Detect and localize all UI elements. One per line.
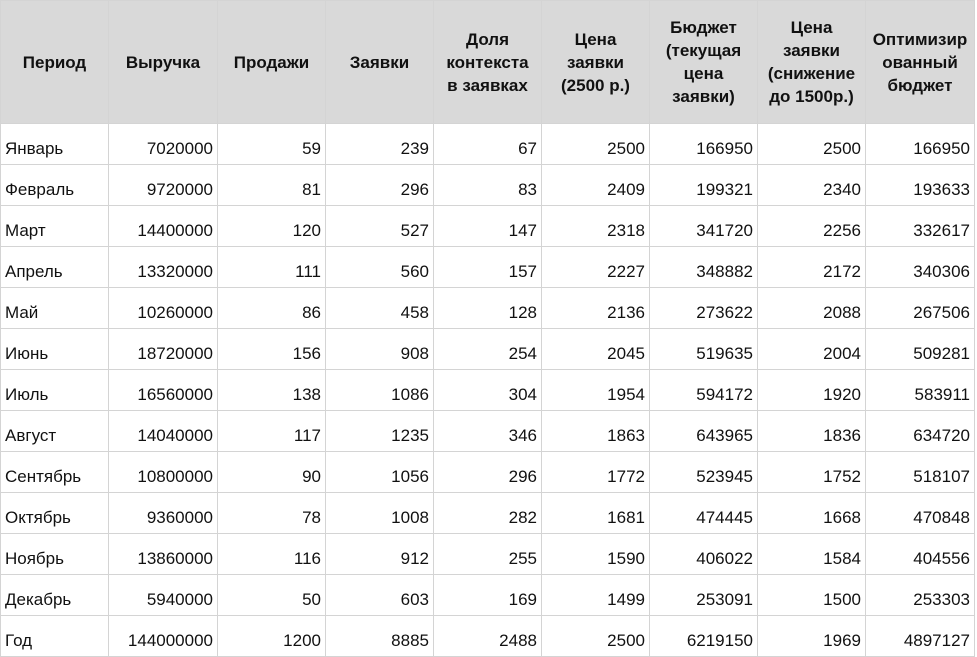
cell-sales[interactable]: 111	[218, 247, 326, 288]
cell-context-share[interactable]: 147	[434, 206, 542, 247]
cell-reduced-lead-price[interactable]: 2256	[758, 206, 866, 247]
cell-leads[interactable]: 908	[326, 329, 434, 370]
cell-period[interactable]: Август	[1, 411, 109, 452]
cell-lead-price[interactable]: 1772	[542, 452, 650, 493]
cell-reduced-lead-price[interactable]: 1920	[758, 370, 866, 411]
cell-lead-price[interactable]: 1954	[542, 370, 650, 411]
cell-lead-price[interactable]: 2318	[542, 206, 650, 247]
cell-lead-price[interactable]: 2227	[542, 247, 650, 288]
cell-leads[interactable]: 603	[326, 575, 434, 616]
cell-optimized-budget[interactable]: 332617	[866, 206, 975, 247]
cell-revenue[interactable]: 14400000	[109, 206, 218, 247]
cell-leads[interactable]: 1235	[326, 411, 434, 452]
cell-sales[interactable]: 117	[218, 411, 326, 452]
cell-context-share[interactable]: 169	[434, 575, 542, 616]
cell-context-share[interactable]: 304	[434, 370, 542, 411]
cell-current-budget[interactable]: 199321	[650, 165, 758, 206]
cell-optimized-budget[interactable]: 340306	[866, 247, 975, 288]
cell-reduced-lead-price[interactable]: 1969	[758, 616, 866, 657]
cell-current-budget[interactable]: 273622	[650, 288, 758, 329]
cell-reduced-lead-price[interactable]: 1584	[758, 534, 866, 575]
cell-sales[interactable]: 156	[218, 329, 326, 370]
cell-lead-price[interactable]: 2500	[542, 124, 650, 165]
table-row	[1, 206, 975, 247]
header-cell-reduced-lead-price[interactable]: Цена заявки (снижение до 1500р.)	[758, 1, 866, 124]
cell-period[interactable]: Год	[1, 616, 109, 657]
cell-context-share[interactable]: 282	[434, 493, 542, 534]
cell-context-share[interactable]: 128	[434, 288, 542, 329]
table-row	[1, 411, 975, 452]
cell-optimized-budget[interactable]: 193633	[866, 165, 975, 206]
table-body	[1, 124, 975, 657]
cell-revenue[interactable]: 5940000	[109, 575, 218, 616]
cell-sales[interactable]: 50	[218, 575, 326, 616]
table-row	[1, 493, 975, 534]
header-cell-optimized-budget[interactable]: Оптимизир ованный бюджет	[866, 1, 975, 124]
cell-context-share[interactable]: 157	[434, 247, 542, 288]
cell-current-budget[interactable]: 523945	[650, 452, 758, 493]
cell-lead-price[interactable]: 1590	[542, 534, 650, 575]
cell-reduced-lead-price[interactable]: 1752	[758, 452, 866, 493]
cell-context-share[interactable]: 67	[434, 124, 542, 165]
cell-revenue[interactable]: 10800000	[109, 452, 218, 493]
cell-period[interactable]: Январь	[1, 124, 109, 165]
cell-revenue[interactable]: 18720000	[109, 329, 218, 370]
cell-leads[interactable]: 1008	[326, 493, 434, 534]
cell-lead-price[interactable]: 2045	[542, 329, 650, 370]
table-row	[1, 165, 975, 206]
cell-revenue[interactable]: 14040000	[109, 411, 218, 452]
cell-leads[interactable]: 458	[326, 288, 434, 329]
table-row	[1, 534, 975, 575]
header-cell-period[interactable]: Период	[1, 1, 109, 124]
cell-context-share[interactable]: 254	[434, 329, 542, 370]
cell-context-share[interactable]: 2488	[434, 616, 542, 657]
cell-lead-price[interactable]: 2136	[542, 288, 650, 329]
cell-lead-price[interactable]: 1863	[542, 411, 650, 452]
cell-revenue[interactable]: 9720000	[109, 165, 218, 206]
cell-period[interactable]: Декабрь	[1, 575, 109, 616]
table-row	[1, 124, 975, 165]
cell-period[interactable]: Апрель	[1, 247, 109, 288]
cell-current-budget[interactable]: 348882	[650, 247, 758, 288]
cell-sales[interactable]: 86	[218, 288, 326, 329]
cell-period[interactable]: Ноябрь	[1, 534, 109, 575]
cell-revenue[interactable]: 9360000	[109, 493, 218, 534]
cell-revenue[interactable]: 13320000	[109, 247, 218, 288]
cell-optimized-budget[interactable]: 634720	[866, 411, 975, 452]
header-row	[1, 1, 975, 124]
cell-period[interactable]: Сентябрь	[1, 452, 109, 493]
cell-reduced-lead-price[interactable]: 2172	[758, 247, 866, 288]
cell-sales[interactable]: 116	[218, 534, 326, 575]
cell-current-budget[interactable]: 643965	[650, 411, 758, 452]
cell-leads[interactable]: 560	[326, 247, 434, 288]
header-cell-lead-price[interactable]: Цена заявки (2500 р.)	[542, 1, 650, 124]
cell-optimized-budget[interactable]: 253303	[866, 575, 975, 616]
cell-optimized-budget[interactable]: 166950	[866, 124, 975, 165]
cell-period[interactable]: Май	[1, 288, 109, 329]
header-cell-revenue[interactable]: Выручка	[109, 1, 218, 124]
cell-sales[interactable]: 1200	[218, 616, 326, 657]
table-row-total	[1, 616, 975, 657]
cell-sales[interactable]: 78	[218, 493, 326, 534]
table-row	[1, 247, 975, 288]
table-row	[1, 288, 975, 329]
cell-period[interactable]: Июль	[1, 370, 109, 411]
cell-optimized-budget[interactable]: 404556	[866, 534, 975, 575]
cell-lead-price[interactable]: 2409	[542, 165, 650, 206]
cell-revenue[interactable]: 144000000	[109, 616, 218, 657]
cell-revenue[interactable]: 10260000	[109, 288, 218, 329]
cell-lead-price[interactable]: 2500	[542, 616, 650, 657]
cell-context-share[interactable]: 346	[434, 411, 542, 452]
cell-reduced-lead-price[interactable]: 2088	[758, 288, 866, 329]
cell-current-budget[interactable]: 519635	[650, 329, 758, 370]
table-row	[1, 575, 975, 616]
cell-current-budget[interactable]: 253091	[650, 575, 758, 616]
cell-period[interactable]: Июнь	[1, 329, 109, 370]
cell-sales[interactable]: 90	[218, 452, 326, 493]
cell-leads[interactable]: 1086	[326, 370, 434, 411]
cell-current-budget[interactable]: 166950	[650, 124, 758, 165]
cell-revenue[interactable]: 13860000	[109, 534, 218, 575]
cell-leads[interactable]: 296	[326, 165, 434, 206]
header-cell-current-budget[interactable]: Бюджет (текущая цена заявки)	[650, 1, 758, 124]
cell-period[interactable]: Февраль	[1, 165, 109, 206]
cell-sales[interactable]: 81	[218, 165, 326, 206]
cell-reduced-lead-price[interactable]: 1836	[758, 411, 866, 452]
cell-optimized-budget[interactable]: 518107	[866, 452, 975, 493]
header-cell-leads[interactable]: Заявки	[326, 1, 434, 124]
cell-leads[interactable]: 527	[326, 206, 434, 247]
cell-leads[interactable]: 912	[326, 534, 434, 575]
table-row	[1, 370, 975, 411]
cell-context-share[interactable]: 83	[434, 165, 542, 206]
cell-reduced-lead-price[interactable]: 2340	[758, 165, 866, 206]
cell-sales[interactable]: 138	[218, 370, 326, 411]
cell-revenue[interactable]: 7020000	[109, 124, 218, 165]
cell-period[interactable]: Март	[1, 206, 109, 247]
cell-context-share[interactable]: 255	[434, 534, 542, 575]
cell-leads[interactable]: 1056	[326, 452, 434, 493]
cell-reduced-lead-price[interactable]: 1500	[758, 575, 866, 616]
header-cell-context-share[interactable]: Доля контекста в заявках	[434, 1, 542, 124]
cell-optimized-budget[interactable]: 509281	[866, 329, 975, 370]
cell-reduced-lead-price[interactable]: 1668	[758, 493, 866, 534]
cell-leads[interactable]: 8885	[326, 616, 434, 657]
cell-optimized-budget[interactable]: 4897127	[866, 616, 975, 657]
cell-leads[interactable]: 239	[326, 124, 434, 165]
cell-optimized-budget[interactable]: 583911	[866, 370, 975, 411]
cell-reduced-lead-price[interactable]: 2500	[758, 124, 866, 165]
cell-period[interactable]: Октябрь	[1, 493, 109, 534]
cell-lead-price[interactable]: 1681	[542, 493, 650, 534]
table-row	[1, 329, 975, 370]
cell-optimized-budget[interactable]: 267506	[866, 288, 975, 329]
cell-current-budget[interactable]: 474445	[650, 493, 758, 534]
cell-sales[interactable]: 120	[218, 206, 326, 247]
header-cell-sales[interactable]: Продажи	[218, 1, 326, 124]
cell-current-budget[interactable]: 594172	[650, 370, 758, 411]
cell-sales[interactable]: 59	[218, 124, 326, 165]
cell-current-budget[interactable]: 406022	[650, 534, 758, 575]
cell-optimized-budget[interactable]: 470848	[866, 493, 975, 534]
cell-lead-price[interactable]: 1499	[542, 575, 650, 616]
cell-reduced-lead-price[interactable]: 2004	[758, 329, 866, 370]
cell-current-budget[interactable]: 6219150	[650, 616, 758, 657]
cell-revenue[interactable]: 16560000	[109, 370, 218, 411]
cell-context-share[interactable]: 296	[434, 452, 542, 493]
table-row	[1, 452, 975, 493]
cell-current-budget[interactable]: 341720	[650, 206, 758, 247]
